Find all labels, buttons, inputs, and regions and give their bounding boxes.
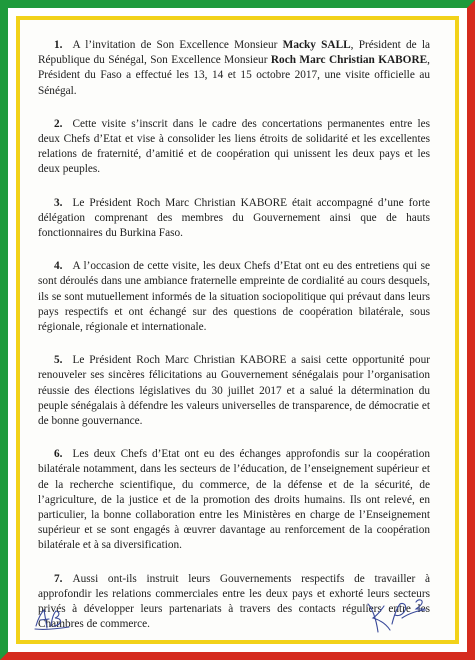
paragraph-3 [38,196,430,242]
paragraph-5 [38,353,430,429]
paragraph-number: 4. [54,260,63,273]
paragraph-number: 6. [54,448,63,461]
paragraph-4 [38,259,430,335]
paragraph-text: , Président du Faso a effectué les 13, 14 et 15 octobre 2017, une visite officielle au Sénégal. [38,54,430,97]
initials-left-signature [32,606,72,632]
paragraph-text: , Président de la République du Sénégal, Son Excellence Monsieur [38,39,431,67]
bold-name: Roch Marc Christian KABORE [270,54,428,67]
initials-right-signature [364,594,434,638]
paragraph-text: Cette visite s’inscrit dans le cadre des concertations permanentes entre les deux Chefs d’Etat et vise à consolider les liens étroits de solidarité et les excellentes relations de fraternité, d’amitié et de coopération qui unissent les deux pays et les deux peuples. [38,117,430,176]
paragraph-text: A l’invitation de Son Excellence Monsieur [72,39,283,51]
paragraph-text: A l’occasion de cette visite, les deux Chefs d’Etat ont eu des entretiens qui se sont déroulés dans une ambiance fraternelle empreinte de cordialité au cours desquels, ils se sont mutuellement informés de la situation sociopolitique qui prévaut dans leurs pays respectifs et ont échangé sur des questions de coopération bilatérale, sous régionale, régionale et internationale. [38,260,430,334]
paragraph-text: Aussi ont-ils instruit leurs Gouvernements respectifs de travailler à approfondir les relations commerciales entre les deux pays et exhorté leurs secteurs privés à développer leurs partenariats à travers des contacts réguliers entre les Chambres de commerce. [38,572,430,631]
paragraph-number: 5. [54,354,63,367]
paragraph-2 [38,117,430,178]
paragraph-text: Le Président Roch Marc Christian KABORE a saisi cette opportunité pour renouveler ses sincères félicitations au Gouvernement sénégalais pour l’organisation réussie des élections législatives du 30 juillet 2017 et a salué la détermination du peuple sénégalais à défendre les valeurs universelles de transparence, de démocratie et de bonne gouvernance. [38,354,430,428]
paragraph-6 [38,447,430,553]
paragraph-number: 2. [54,117,63,130]
paragraph-1 [38,38,430,99]
paragraph-number: 1. [54,39,63,51]
bold-name: Macky SALL [282,39,351,51]
paragraph-text: Les deux Chefs d’Etat ont eu des échanges approfondis sur la coopération bilatérale notamment, dans les secteurs de l’éducation, de l’enseignement supérieur et de la recherche scientifique, du commerce, de la défense et de la sécurité, de l’agriculture, de la justice et de la promotion des droits humains. Ils ont relevé, en particulier, la bonne collaboration entre les Ministères en charge de l’Enseignement supérieur et se sont engagés à œuvrer davantage au renforcement de la coopération bilatérale et à sa diversification. [38,448,430,552]
paragraph-text: Le Président Roch Marc Christian KABORE était accompagné d’une forte délégation comprenant des membres du Gouvernement ainsi que de hauts fonctionnaires du Burkina Faso. [38,196,430,240]
paragraph-number: 7. [54,572,63,585]
paragraph-number: 3. [54,196,63,209]
document-body [38,38,430,651]
